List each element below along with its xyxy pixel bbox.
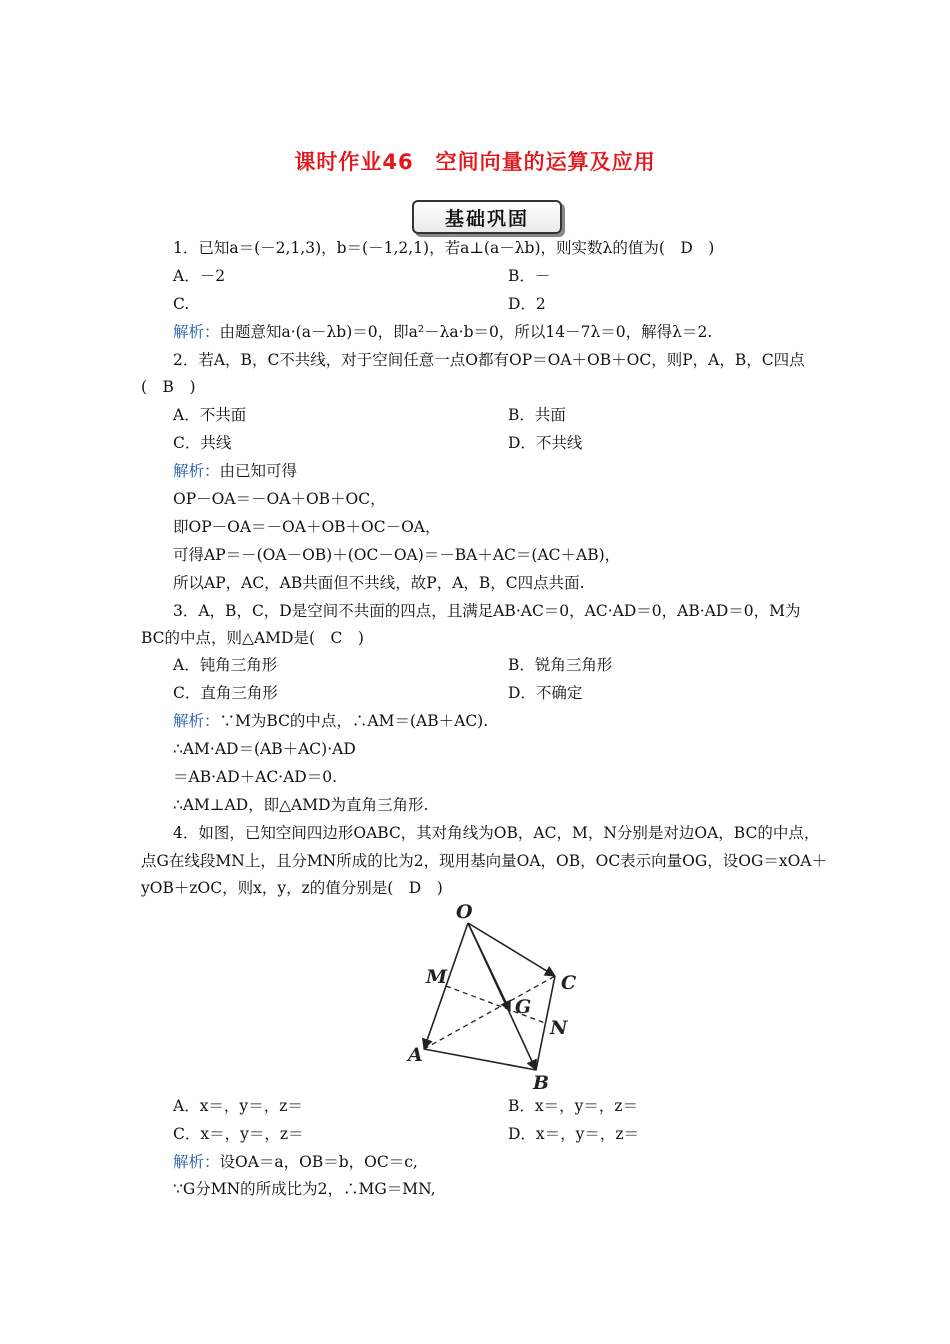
q4-solution-line-1: ∵G分MN的所成比为2，∴MG＝MN,	[173, 1180, 436, 1198]
q3-solution	[173, 711, 488, 731]
q2-option-d: D．不共线	[508, 434, 583, 452]
q4-option-d: D．x＝，y＝，z＝	[508, 1125, 640, 1143]
solution-label: 解析：	[173, 323, 220, 341]
q4-stem-cont: 点G在线段MN上，且分MN所成的比为2，现用基向量OA，OB，OC表示向量OG，设OG＝xOA＋	[141, 852, 827, 870]
label-a: A	[408, 1044, 423, 1066]
q1-option-d: D．2	[508, 295, 546, 313]
q4-solution-text: 设OA＝a，OB＝b，OC＝c,	[219, 1153, 418, 1171]
q2-option-a: A．不共面	[173, 406, 247, 424]
q2-solution-text: 由已知可得	[219, 462, 298, 480]
q1-solution-text: 由题意知a·(a－λb)＝0，即a²－λa·b＝0，所以14－7λ＝0，解得λ＝2.	[219, 323, 713, 341]
q2-option-b: B．共面	[508, 406, 566, 424]
q3-stem-cont: BC的中点，则△AMD是( C )	[141, 629, 364, 647]
q3-stem: 3．A，B，C，D是空间不共面的四点，且满足AB·AC＝0，AC·AD＝0，AB·AD＝0，M为	[173, 602, 801, 620]
page-title: 课时作业46 空间向量的运算及应用	[294, 150, 656, 174]
q3-option-c: C．直角三角形	[173, 684, 278, 702]
q4-option-c: C．x＝，y＝，z＝	[173, 1125, 304, 1143]
solution-label: 解析：	[173, 712, 220, 730]
q1-option-a: A．－2	[173, 267, 226, 285]
q1-option-b: B．－	[508, 267, 551, 285]
solution-label: 解析：	[173, 1153, 220, 1171]
q1-option-c: C.	[173, 295, 190, 313]
q3-solution-line-2: ＝AB·AD＋AC·AD＝0.	[173, 768, 338, 786]
q3-solution-text: ∵M为BC的中点，∴AM＝(AB＋AC).	[219, 712, 489, 730]
q3-option-b: B．锐角三角形	[508, 656, 613, 674]
label-c: C	[561, 972, 577, 994]
q4-solution	[173, 1152, 418, 1172]
label-m: M	[426, 966, 448, 988]
q2-solution-line-4: 所以AP，AC，AB共面但不共线，故P，A，B，C四点共面.	[173, 574, 585, 592]
q2-solution-line-3: 可得AP＝－(OA－OB)＋(OC－OA)＝－BA＋AC＝(AC＋AB)，	[173, 546, 621, 564]
label-b: B	[533, 1072, 550, 1093]
q4-stem-cont-2: yOB＋zOC，则x，y，z的值分别是( D )	[141, 879, 443, 897]
q3-solution-line-3: ∴AM⊥AD，即△AMD为直角三角形.	[173, 796, 429, 814]
label-o: O	[456, 903, 473, 923]
q1-solution	[173, 322, 712, 342]
q4-stem: 4．如图，已知空间四边形OABC，其对角线为OB，AC，M，N分别是对边OA，BC的中点，	[173, 824, 820, 842]
q4-option-b: B．x＝，y＝，z＝	[508, 1097, 639, 1115]
q2-solution-line-1: OP－OA＝－OA＋OB＋OC，	[173, 490, 386, 508]
q4-option-a: A．x＝，y＝，z＝	[173, 1097, 303, 1115]
q2-solution	[173, 461, 297, 481]
q2-solution-line-2: 即OP－OA＝－OA＋OB＋OC－OA，	[173, 518, 441, 536]
section-badge	[412, 200, 562, 234]
label-g: G	[515, 996, 532, 1018]
edge-ab	[424, 1049, 536, 1070]
label-n: N	[550, 1017, 568, 1039]
tetrahedron-diagram	[405, 903, 582, 1093]
q2-option-c: C．共线	[173, 434, 232, 452]
q2-stem-answer: ( B )	[141, 378, 196, 396]
q3-solution-line-1: ∴AM·AD＝(AB＋AC)·AD	[173, 740, 356, 758]
solution-label: 解析：	[173, 462, 220, 480]
q1-stem: 1．已知a＝(－2,1,3)，b＝(－1,2,1)，若a⊥(a－λb)，则实数λ的值为( D )	[173, 239, 715, 257]
q3-option-d: D．不确定	[508, 684, 583, 702]
section-label: 基础巩固	[444, 207, 529, 230]
q3-option-a: A．钝角三角形	[173, 656, 278, 674]
q2-stem: 2．若A，B，C不共线，对于空间任意一点O都有OP＝OA＋OB＋OC，则P，A，B，C四点	[173, 351, 805, 369]
